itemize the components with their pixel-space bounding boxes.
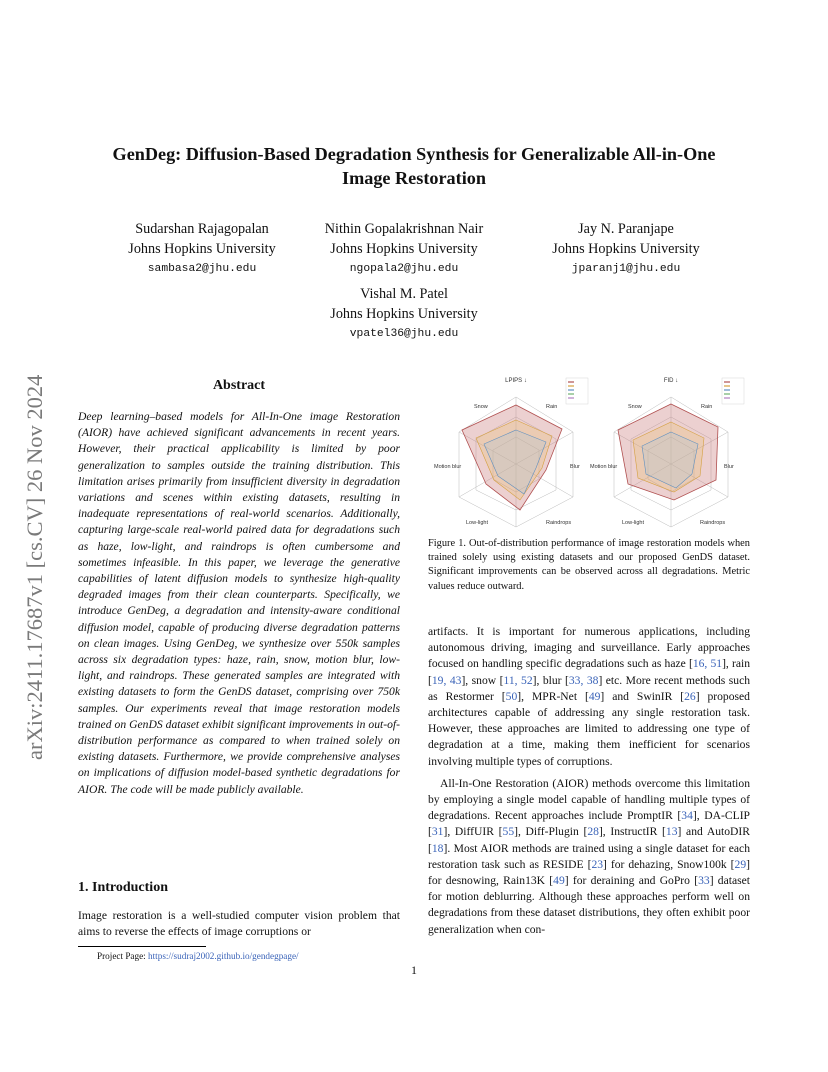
text-run: ]. Most AIOR methods are trained using a single dataset for each restoration task such as RESIDE [ <box>428 841 750 871</box>
author-name: Jay N. Paranjape <box>578 221 674 237</box>
axis-label: Blur <box>570 464 580 470</box>
text-run: artifacts. It is important for numerous applications, including autonomous driving, imaging and surveillance. Early approaches focused on handling specific degradations such as haze [ <box>428 625 750 671</box>
author-name: Nithin Gopalakrishnan Nair <box>324 221 484 237</box>
paragraph <box>428 624 750 770</box>
citation[interactable]: 29 <box>734 857 747 871</box>
axis-label: Snow <box>474 404 488 410</box>
author-block <box>294 219 514 279</box>
footnote-label: Project Page: <box>97 951 149 961</box>
arxiv-id: arXiv:2411.17687v1 [cs.CV] 26 Nov 2024 <box>22 374 47 760</box>
author-affiliation: Johns Hopkins University <box>552 241 700 257</box>
citation[interactable]: 55 <box>502 825 515 839</box>
author-name: Sudarshan Rajagopalan <box>135 221 269 237</box>
author-affiliation: Johns Hopkins University <box>330 306 478 322</box>
citation[interactable]: 16, 51 <box>692 657 723 671</box>
chart-title: LPIPS ↓ <box>505 378 527 384</box>
author-email: sambasa2@jhu.edu <box>147 263 257 275</box>
axis-label: Blur <box>724 464 734 470</box>
page-number: 1 <box>411 963 417 977</box>
citation[interactable]: 13 <box>665 825 678 839</box>
author-block <box>516 219 736 279</box>
citation[interactable]: 34 <box>681 809 693 823</box>
axis-label: Low-light <box>622 520 645 526</box>
axis-label: Raindrops <box>700 520 726 526</box>
author-email: jparanj1@jhu.edu <box>571 263 681 275</box>
author-block <box>92 219 312 279</box>
right-column-text <box>428 624 750 938</box>
text-run: ], MPR-Net [ <box>517 689 589 703</box>
citation[interactable]: 33 <box>698 874 710 888</box>
citation[interactable]: 49 <box>588 689 601 703</box>
author-block <box>294 284 514 344</box>
axis-label: Motion blur <box>434 464 462 470</box>
citation[interactable]: 28 <box>587 825 599 839</box>
text-run: ] dataset for motion deblurring. Although these approaches perform well on degradations from these dataset distributions, they often exhibit poor generalization when con- <box>428 874 750 936</box>
title-line-1: GenDeg: Diffusion-Based Degradation Synthesis for Generalizable All-in-One <box>112 144 716 164</box>
text-run: ], rain [ <box>428 657 751 687</box>
citation[interactable]: 26 <box>684 689 696 703</box>
text-run: ], Diff-Plugin [ <box>514 825 588 839</box>
citation[interactable]: 18 <box>431 841 444 855</box>
author-affiliation: Johns Hopkins University <box>330 241 478 257</box>
text-run: ] etc. More recent methods such as Restormer [ <box>428 673 751 703</box>
citation[interactable]: 49 <box>553 874 565 888</box>
text-run: ], blur [ <box>532 673 569 687</box>
chart-legend <box>566 378 588 404</box>
text-run: ], DA-CLIP [ <box>428 809 750 839</box>
citation[interactable]: 23 <box>591 857 604 871</box>
text-run: ] for dehazing, Snow100k [ <box>603 857 735 871</box>
axis-label: Motion blur <box>590 464 618 470</box>
citation[interactable]: 50 <box>505 689 518 703</box>
figure-1 <box>428 372 750 532</box>
axis-label: Low-light <box>466 520 489 526</box>
axis-label: Rain <box>546 404 558 410</box>
citation[interactable]: 11, 52 <box>503 673 533 687</box>
text-run: ] and AutoDIR [ <box>428 825 750 855</box>
section-heading: 1. Introduction <box>78 880 168 895</box>
title-line-2: Image Restoration <box>342 168 486 188</box>
abstract-text: Deep learning–based models for All-In-One image Restoration (AIOR) have achieved significant advancements in recent years. However, their practical applicability is limited by poor generalization to samples outside the training distribution. This limitation arises primarily from insufficient diversity in degradation variations and scenes within existing datasets, resulting in inadequate representations of real-world scenarios. Additionally, capturing large-scale real-world paired data for degradations such as haze, low-light, and raindrops is often cumbersome and sometimes infeasible. In this paper, we leverage the generative capabilities of latent diffusion models to synthesize high-quality degraded images from their clean counterparts. Specifically, we introduce GenDeg, a degradation and intensity-aware conditional diffusion model, capable of producing diverse degradation patterns on clean images. Using GenDeg, we synthesize over 550k samples across six degradation types: haze, rain, snow, motion blur, low-light, and raindrops. These generated samples are integrated with existing datasets to form the GenDS dataset, comprising over 750k samples. Our experiments reveal that image restoration models trained on GenDS dataset exhibit significant improvements in out-of-distribution performance as compared to when trained solely on existing datasets. Furthermore, we provide comprehensive analyses on implications of diffusion model-based synthetic degradations for AIOR. The code will be made publicly available. <box>78 410 400 796</box>
axis-label: Snow <box>628 404 642 410</box>
text-run: ] and SwinIR [ <box>600 689 685 703</box>
project-page-link[interactable]: https://sudraj2002.github.io/gendegpage/ <box>148 951 299 961</box>
abstract-heading: Abstract <box>212 378 266 393</box>
author-affiliation: Johns Hopkins University <box>128 241 276 257</box>
paper-title <box>80 142 748 190</box>
paragraph <box>428 776 750 938</box>
chart-legend <box>722 378 744 404</box>
figure-caption: Figure 1. Out-of-distribution performance of image restoration models when trained solely using existing datasets and our proposed GenDS dataset. Significant improvements can be observed across all degradations. Metric values reduce outward. <box>428 538 750 592</box>
intro-text: Image restoration is a well-studied computer vision problem that aims to reverse the effects of image corruptions or <box>78 909 400 939</box>
citation[interactable]: 31 <box>431 825 444 839</box>
arxiv-watermark <box>18 285 48 765</box>
text-run: ], DiffUIR [ <box>443 825 503 839</box>
text-run: ] proposed architectures capable of addressing any single restoration task. However, these approaches are limited to addressing one type of degradation at a time, making them inefficient for scenarios involving multiple types of corruptions. <box>428 689 750 768</box>
radar-chart-lpips <box>434 378 588 527</box>
text-run: ] for deraining and GoPro [ <box>564 874 699 888</box>
author-name: Vishal M. Patel <box>360 286 448 302</box>
footnote-rule <box>78 946 206 947</box>
citation[interactable]: 19, 43 <box>431 673 462 687</box>
footnote <box>97 951 299 961</box>
text-run: All-In-One Restoration (AIOR) methods overcome this limitation by employing a single model capable of handling multiple types of degradations. Recent approaches include PromptIR [ <box>428 776 750 823</box>
citation[interactable]: 33, 38 <box>568 673 599 687</box>
text-run: ], snow [ <box>461 673 504 687</box>
author-email: vpatel36@jhu.edu <box>349 328 459 340</box>
axis-label: Rain <box>701 404 713 410</box>
chart-title: FID ↓ <box>663 378 679 384</box>
radar-charts <box>428 372 750 532</box>
author-email: ngopala2@jhu.edu <box>349 263 459 275</box>
text-run: ], InstructIR [ <box>598 825 666 839</box>
radar-chart-fid <box>590 378 744 527</box>
text-run: ] for desnowing, Rain13K [ <box>428 857 750 888</box>
axis-label: Raindrops <box>546 520 572 526</box>
